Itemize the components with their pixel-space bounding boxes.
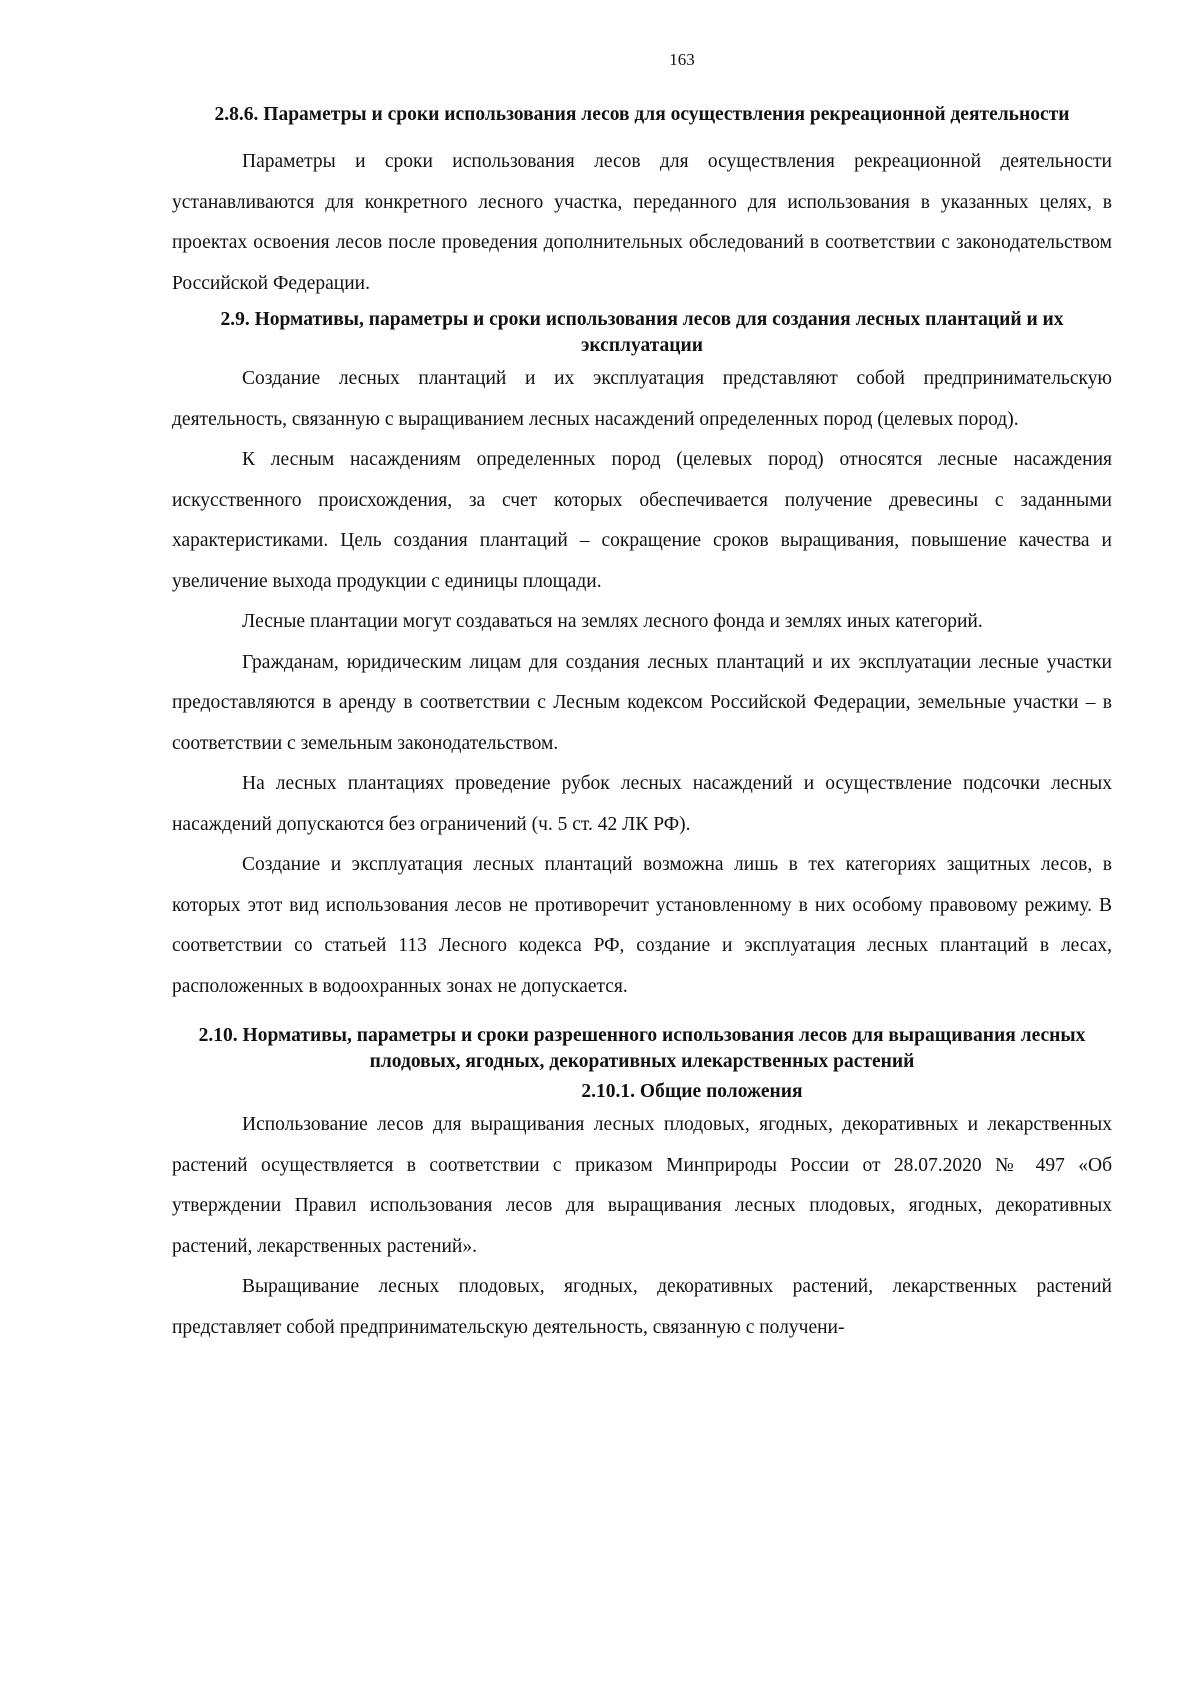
subsection-heading-2-10-1: 2.10.1. Общие положения <box>581 1081 803 1102</box>
paragraph: Создание и эксплуатация лесных плантаций возможна лишь в тех категориях защитных лесов, в которых этот вид использования лесов не противоречит установленному в них особому правовому режиму. В соответствии со статьей 113 Лесного кодекса РФ, создание и эксплуатация лесных плантаций в лесах, расположенных в водоохранных зонах не допускается. <box>172 854 1112 997</box>
paragraph: Выращивание лесных плодовых, ягодных, декоративных растений, лекарственных растений представляет собой предпринимательскую деятельность, связанную с получени- <box>172 1276 1112 1338</box>
section-heading-2-10: 2.10. Нормативы, параметры и сроки разрешенного использования лесов для выращивания лесных плодовых, ягодных, декоративных илекарственных растений <box>198 1025 1086 1072</box>
page-number: 163 <box>669 50 695 69</box>
paragraph: К лесным насаждениям определенных пород (целевых пород) относятся лесные насаждения искусственного происхождения, за счет которых обеспечивается получение древесины с заданными характеристиками. Цель создания плантаций – сокращение сроков выращивания, повышение качества и увеличение выхода продукции с единицы площади. <box>172 449 1112 592</box>
paragraph: Создание лесных плантаций и их эксплуатация представляют собой предпринимательскую деятельность, связанную с выращиванием лесных насаждений определенных пород (целевых пород). <box>172 368 1112 430</box>
paragraph: Использование лесов для выращивания лесных плодовых, ягодных, декоративных и лекарственных растений осуществляется в соответствии с приказом Минприроды России от 28.07.2020 № 497 «Об утверждении Правил использования лесов для выращивания лесных плодовых, ягодных, декоративных растений, лекарственных растений». <box>172 1114 1112 1257</box>
paragraph: Лесные плантации могут создаваться на землях лесного фонда и землях иных категорий. <box>242 611 983 632</box>
paragraph: Параметры и сроки использования лесов для осуществления рекреационной деятельности устанавливаются для конкретного лесного участка, переданного для использования в указанных целях, в проектах освоения лесов после проведения дополнительных обследований в соответствии с законодательством Российской Федерации. <box>172 151 1112 294</box>
paragraph: Гражданам, юридическим лицам для создания лесных плантаций и их эксплуатации лесные участки предоставляются в аренду в соответствии с Лесным кодексом Российской Федерации, земельные участки – в соответствии с земельным законодательством. <box>172 651 1112 754</box>
section-heading-2-9: 2.9. Нормативы, параметры и сроки использования лесов для создания лесных плантаций и их эксплуатации <box>220 309 1064 356</box>
section-heading-2-8-6: 2.8.6. Параметры и сроки использования лесов для осуществления рекреационной деятельности <box>214 104 1070 125</box>
paragraph: На лесных плантациях проведение рубок лесных насаждений и осуществление подсочки лесных насаждений допускаются без ограничений (ч. 5 ст. 42 ЛК РФ). <box>172 773 1112 835</box>
